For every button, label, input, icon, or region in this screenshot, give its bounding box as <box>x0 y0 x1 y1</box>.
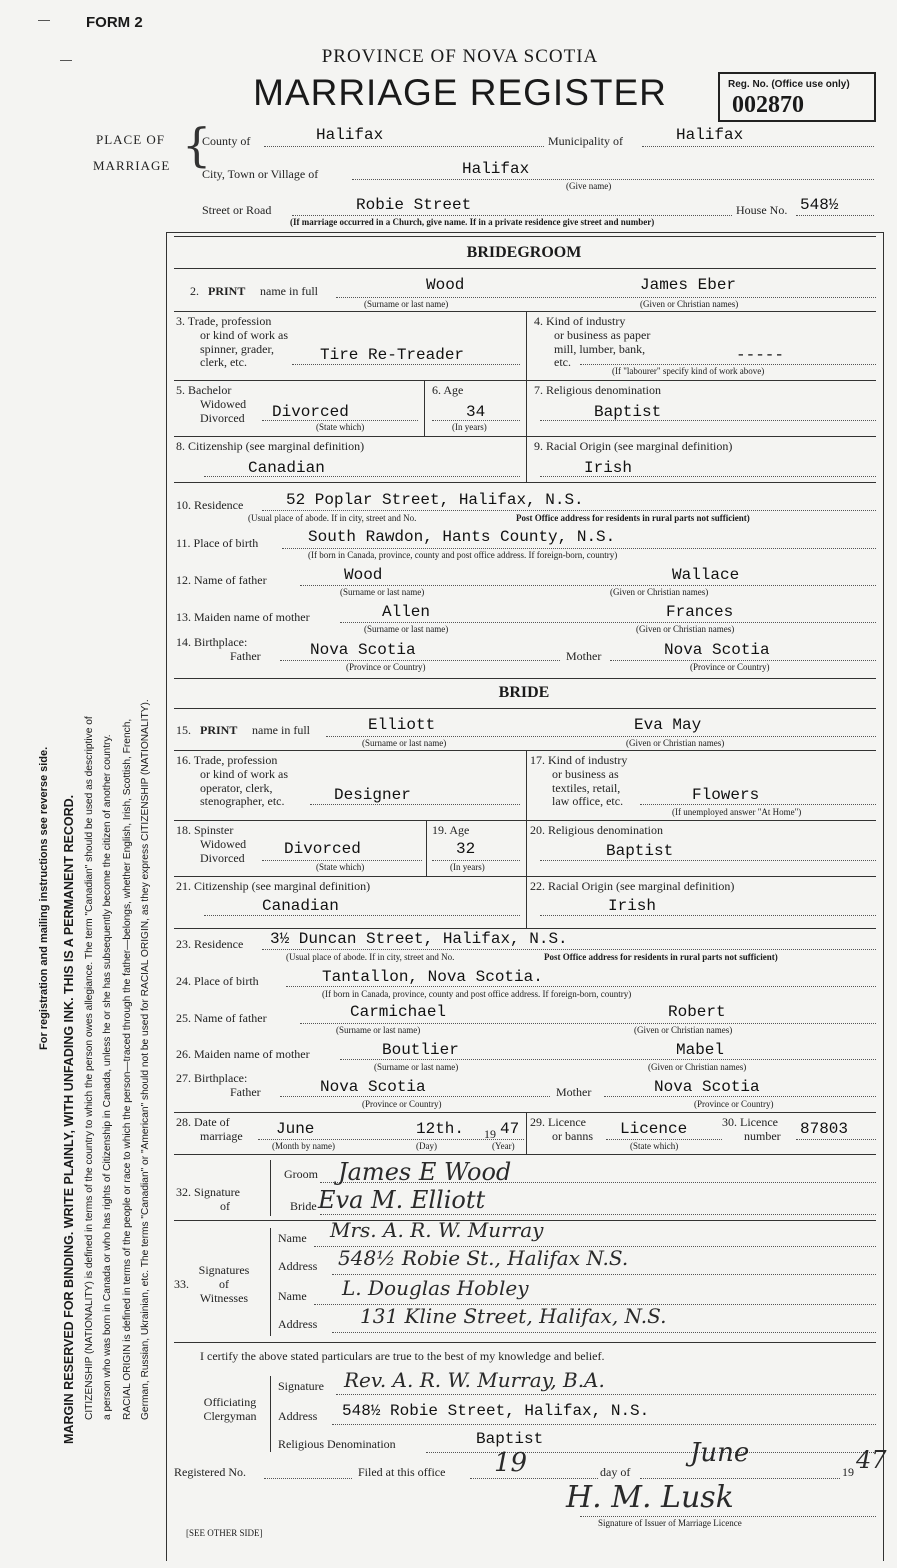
f19-line <box>432 860 520 861</box>
rule <box>174 820 876 821</box>
groom-status: Divorced <box>272 403 349 421</box>
groom-father-surname: Wood <box>344 566 383 584</box>
f29-label: 29. Licence or banns <box>530 1115 593 1143</box>
rule <box>174 678 876 679</box>
rule <box>174 380 876 381</box>
margin-mark <box>60 60 72 61</box>
licence-number: 87803 <box>800 1120 849 1138</box>
groom-signature: James E Wood <box>338 1158 512 1186</box>
bride-father-birth: Nova Scotia <box>320 1078 426 1096</box>
mother-label: Mother <box>566 649 602 663</box>
groom-father-given: Wallace <box>672 566 740 584</box>
f15-line <box>326 736 876 737</box>
f33-label: Signatures of Witnesses <box>198 1263 250 1305</box>
bride-mother-surname: Boutlier <box>382 1041 459 1059</box>
f22-line <box>540 915 876 916</box>
bride-religion: Baptist <box>606 842 674 860</box>
bracket <box>270 1228 271 1336</box>
county-line <box>264 146 544 147</box>
f9-label: 9. Racial Origin (see marginal definition) <box>534 439 733 453</box>
f29-line <box>606 1139 722 1140</box>
surname-note: (Surname or last name) <box>362 738 447 748</box>
rule <box>174 311 876 312</box>
f5-label: 5. Bachelor Widowed Divorced <box>176 383 247 425</box>
clergy-signature: Rev. A. R. W. Murray, B.A. <box>344 1368 605 1392</box>
age-note: (In years) <box>450 862 485 872</box>
w1-address: 548½ Robie St., Halifax N.S. <box>338 1246 629 1270</box>
state-note: (State which) <box>316 862 365 872</box>
f6-label: 6. Age <box>432 383 464 397</box>
f13-label: 13. Maiden name of mother <box>176 610 310 624</box>
street-value: Robie Street <box>356 196 472 214</box>
rule <box>174 928 876 929</box>
bride-father-surname: Carmichael <box>350 1003 447 1021</box>
bride-mother-given: Mabel <box>676 1041 725 1059</box>
w1-address-line <box>332 1274 876 1275</box>
clergy-address: 548½ Robie Street, Halifax, N.S. <box>342 1402 650 1420</box>
filed-label: Filed at this office <box>358 1465 446 1479</box>
rule <box>526 311 527 380</box>
house-line <box>796 215 874 216</box>
page-title: MARRIAGE REGISTER <box>253 72 667 113</box>
f15-print: PRINT <box>200 723 238 737</box>
given-note: (Given or Christian names) <box>610 587 709 597</box>
rule <box>526 820 527 928</box>
f18-label: 18. Spinster Widowed Divorced <box>176 823 247 865</box>
filed-year: 47 <box>856 1446 887 1474</box>
house-label: House No. <box>736 203 788 217</box>
given-note: (Given or Christian names) <box>626 738 725 748</box>
brace: { <box>182 118 212 172</box>
residence-note-1: (Usual place of abode. If in city, street and No. <box>248 513 417 523</box>
surname-note: (Surname or last name) <box>336 1025 421 1035</box>
f30-label: 30. Licence number <box>722 1115 781 1143</box>
rule <box>174 1112 876 1113</box>
bride-trade: Designer <box>334 786 411 804</box>
residence-note-1: (Usual place of abode. If in city, street and No. <box>286 952 455 962</box>
groom-residence: 52 Poplar Street, Halifax, N.S. <box>286 491 584 509</box>
certify-text: I certify the above stated particulars are true to the best of my knowledge and belief. <box>200 1349 605 1363</box>
rule <box>174 1154 876 1155</box>
reg-box <box>718 72 876 122</box>
f21-label: 21. Citizenship (see marginal definition) <box>176 879 371 893</box>
f33-num: 33. <box>174 1277 189 1291</box>
f14-mother-line <box>610 660 876 661</box>
age-note: (In years) <box>452 422 487 432</box>
groom-father-birth: Nova Scotia <box>310 641 416 659</box>
f16-label: 16. Trade, profession or kind of work as operator, clerk, stenographer, etc. <box>176 753 288 809</box>
month-note: (Month by name) <box>272 1141 335 1151</box>
registered-label: Registered No. <box>174 1465 246 1479</box>
f19-label: 19. Age <box>432 823 470 837</box>
see-other-side: [SEE OTHER SIDE] <box>186 1528 263 1538</box>
f17-label: 17. Kind of industry or business as textiles, retail, law office, etc. <box>530 753 628 809</box>
bride-age: 32 <box>456 840 476 858</box>
house-value: 548½ <box>800 196 839 214</box>
mother-label: Mother <box>556 1085 592 1099</box>
given-note: (Given or Christian names) <box>634 1025 733 1035</box>
bracket <box>270 1160 271 1216</box>
groom-mother-birth: Nova Scotia <box>664 641 770 659</box>
rule <box>526 380 527 482</box>
f23-label: 23. Residence <box>176 937 244 951</box>
f20-label: 20. Religious denomination <box>530 823 663 837</box>
rule <box>174 436 876 437</box>
issuer-signature: H. M. Lusk <box>566 1480 734 1515</box>
city-line <box>352 179 874 180</box>
groom-birthplace: South Rawdon, Hants County, N.S. <box>308 528 616 546</box>
city-label: City, Town or Village of <box>202 167 319 181</box>
margin-line-2: MARGIN RESERVED FOR BINDING. WRITE PLAINLY, WITH UNFADING INK. THIS IS A PERMANENT RECORD. <box>62 794 76 1444</box>
issuer-label: Signature of Issuer of Marriage Licence <box>598 1518 742 1528</box>
day-of-label: day of <box>600 1465 631 1479</box>
f15-label: name in full <box>252 723 310 737</box>
f17-line <box>640 804 876 805</box>
clergy-label: Officiating Clergyman <box>203 1395 257 1423</box>
margin-line-4: a person who was born in Canada or who has rights of Citizenship in Canada, unless he or she has subsequently become the citizen of another country. <box>102 734 113 1420</box>
municipality-label: Municipality of <box>548 134 623 148</box>
bride-surname: Elliott <box>368 716 436 734</box>
bride-father-given: Robert <box>668 1003 726 1021</box>
prov-note: (Province or Country) <box>694 1099 774 1109</box>
denomination: Baptist <box>476 1430 544 1448</box>
margin-line-6: German, Russian, Ukrainian, etc. The terms "Canadian" or "American" should not be used for RACIAL ORIGIN, as they express CITIZENSHIP (NATIONALITY). <box>140 699 151 1420</box>
f26-line <box>340 1059 876 1060</box>
f4-note: (If "labourer" specify kind of work above) <box>612 366 765 376</box>
prov-note: (Province or Country) <box>346 662 426 672</box>
day-note: (Day) <box>416 1141 437 1151</box>
form-label: FORM 2 <box>86 14 143 31</box>
groom-religion: Baptist <box>594 403 662 421</box>
margin-line-1: For registration and mailing instructions see reverse side. <box>38 746 50 1050</box>
f4-label: 4. Kind of industry or business as paper mill, lumber, bank, etc. <box>534 314 651 370</box>
street-label: Street or Road <box>202 203 272 217</box>
groom-industry: ----- <box>736 346 785 364</box>
rule <box>526 750 527 820</box>
prov-note: (Province or Country) <box>690 662 770 672</box>
reg-label: Reg. No. (Office use only) <box>728 79 850 90</box>
marriage-year: 47 <box>500 1120 520 1138</box>
f4-line <box>580 364 876 365</box>
f2-label: name in full <box>260 284 318 298</box>
f11-label: 11. Place of birth <box>176 536 259 550</box>
f15-num: 15. <box>176 723 191 737</box>
rule <box>174 1342 876 1343</box>
f10-line <box>262 510 876 511</box>
surname-note: (Surname or last name) <box>374 1062 459 1072</box>
f24-line <box>286 986 876 987</box>
bride-racial: Irish <box>608 897 657 915</box>
county-value: Halifax <box>316 126 384 144</box>
bride-industry: Flowers <box>692 786 760 804</box>
bride-status: Divorced <box>284 840 361 858</box>
f11-line <box>282 548 876 549</box>
f27-label: 27. Birthplace: Father <box>176 1071 261 1099</box>
residence-note-2: Post Office address for residents in rural parts not sufficient) <box>544 952 778 962</box>
bride-residence: 3½ Duncan Street, Halifax, N.S. <box>270 930 568 948</box>
city-value: Halifax <box>462 160 530 178</box>
f7-label: 7. Religious denomination <box>534 383 661 397</box>
bridegroom-heading: BRIDEGROOM <box>466 244 582 261</box>
f27-father-line <box>280 1096 550 1097</box>
f14-father-line <box>280 660 560 661</box>
rule <box>174 708 876 709</box>
given-note: (Given or Christian names) <box>648 1062 747 1072</box>
clergy-sig-line <box>336 1394 876 1395</box>
rule <box>426 820 427 876</box>
f21-line <box>204 915 520 916</box>
f2-line <box>336 297 876 298</box>
bracket <box>270 1376 271 1452</box>
f23-line <box>262 949 876 950</box>
rule <box>174 750 876 751</box>
clergy-address-label: Address <box>278 1409 318 1423</box>
f26-label: 26. Maiden name of mother <box>176 1047 310 1061</box>
filed-month: June <box>690 1438 750 1468</box>
f7-line <box>540 420 876 421</box>
given-note: (Given or Christian names) <box>640 299 739 309</box>
issuer-line <box>580 1516 876 1517</box>
f17-note: (If unemployed answer "At Home") <box>672 807 802 817</box>
surname-note: (Surname or last name) <box>364 299 449 309</box>
birth-note: (If born in Canada, province, county and post office address. If foreign-born, country) <box>322 989 632 999</box>
f29-note: (State which) <box>630 1141 679 1151</box>
bride-sig-line <box>320 1214 876 1215</box>
place-heading-1: PLACE OF <box>96 132 166 147</box>
city-note: (Give name) <box>566 181 612 191</box>
denom-label: Religious Denomination <box>278 1437 396 1451</box>
bride-sig-label: Bride <box>290 1199 317 1213</box>
margin-line-5: RACIAL ORIGIN is defined in terms of the people or race to which the person—traced through the father—belongs, whether English, Irish, Scottish, French, <box>122 718 133 1420</box>
f20-line <box>540 860 876 861</box>
year-note: (Year) <box>492 1141 515 1151</box>
state-note: (State which) <box>316 422 365 432</box>
f3-label: 3. Trade, profession or kind of work as spinner, grader, clerk, etc. <box>176 314 288 370</box>
groom-given: James Eber <box>640 276 737 294</box>
bride-birthplace: Tantallon, Nova Scotia. <box>322 968 543 986</box>
surname-note: (Surname or last name) <box>364 624 449 634</box>
clergy-sig-label: Signature <box>278 1379 324 1393</box>
margin-line-3: CITIZENSHIP (NATIONALITY) is defined in terms of the country to which the person owes allegiance. The term "Canadian" should be used as descriptive of <box>84 716 95 1420</box>
groom-surname: Wood <box>426 276 465 294</box>
street-line <box>292 215 732 216</box>
rule <box>526 1112 527 1154</box>
f18-line <box>262 860 422 861</box>
prov-note: (Province or Country) <box>362 1099 442 1109</box>
filed-day: 19 <box>494 1448 528 1478</box>
w2-address: 131 Kline Street, Halifax, N.S. <box>360 1304 667 1328</box>
f3-line <box>292 364 520 365</box>
groom-mother-given: Frances <box>666 603 734 621</box>
f12-line <box>300 585 876 586</box>
rule <box>174 876 876 877</box>
f22-label: 22. Racial Origin (see marginal definition) <box>530 879 735 893</box>
f13-line <box>340 622 876 623</box>
bride-signature: Eva M. Elliott <box>318 1186 486 1214</box>
w1-name-label: Name <box>278 1231 307 1245</box>
licence-type: Licence <box>620 1120 688 1138</box>
clergy-address-line <box>332 1424 876 1425</box>
month-line <box>640 1478 840 1479</box>
filed-line <box>470 1478 598 1479</box>
municipality-line <box>642 146 874 147</box>
marriage-day: 12th. <box>416 1120 465 1138</box>
rule <box>174 482 876 483</box>
groom-mother-surname: Allen <box>382 603 431 621</box>
registered-line <box>264 1478 352 1479</box>
f8-label: 8. Citizenship (see marginal definition) <box>176 439 365 453</box>
bride-given: Eva May <box>634 716 702 734</box>
groom-racial: Irish <box>584 459 633 477</box>
residence-note-2: Post Office address for residents in rural parts not sufficient) <box>516 513 750 523</box>
surname-note: (Surname or last name) <box>340 587 425 597</box>
groom-age: 34 <box>466 403 486 421</box>
bride-citizenship: Canadian <box>262 897 339 915</box>
f27-mother-line <box>604 1096 876 1097</box>
f32-label: 32. Signature of <box>176 1185 240 1213</box>
street-note: (If marriage occurred in a Church, give name. If in a private residence give street and number) <box>290 217 655 227</box>
f16-line <box>310 804 520 805</box>
margin-mark <box>38 20 50 21</box>
f14-label: 14. Birthplace: Father <box>176 635 261 663</box>
birth-note: (If born in Canada, province, county and post office address. If foreign-born, country) <box>308 550 618 560</box>
filed-year-prefix: 19 <box>842 1465 854 1479</box>
f25-line <box>300 1023 876 1024</box>
f30-line <box>796 1139 876 1140</box>
w2-address-line <box>332 1332 876 1333</box>
reg-number: 002870 <box>732 92 804 118</box>
f10-label: 10. Residence <box>176 498 244 512</box>
w2-address-label: Address <box>278 1317 318 1331</box>
f2-num: 2. <box>190 284 199 298</box>
groom-citizenship: Canadian <box>248 459 325 477</box>
place-heading-2: MARRIAGE <box>93 158 171 173</box>
province-heading: PROVINCE OF NOVA SCOTIA <box>321 46 599 67</box>
rule <box>424 380 425 436</box>
groom-trade: Tire Re-Treader <box>320 346 465 364</box>
bride-heading: BRIDE <box>498 684 550 701</box>
f28-label: 28. Date of marriage <box>176 1115 243 1143</box>
rule <box>174 236 876 237</box>
f24-label: 24. Place of birth <box>176 974 259 988</box>
rule <box>174 268 876 269</box>
f12-label: 12. Name of father <box>176 573 267 587</box>
municipality-value: Halifax <box>676 126 744 144</box>
bride-mother-birth: Nova Scotia <box>654 1078 760 1096</box>
w2-name: L. Douglas Hobley <box>342 1276 529 1300</box>
year-prefix: 19 <box>484 1127 496 1141</box>
w2-name-label: Name <box>278 1289 307 1303</box>
f2-print: PRINT <box>208 284 246 298</box>
marriage-month: June <box>276 1120 315 1138</box>
groom-sig-label: Groom <box>284 1167 318 1181</box>
f25-label: 25. Name of father <box>176 1011 267 1025</box>
w1-address-label: Address <box>278 1259 318 1273</box>
given-note: (Given or Christian names) <box>636 624 735 634</box>
county-label: County of <box>202 134 251 148</box>
w1-name: Mrs. A. R. W. Murray <box>330 1218 544 1242</box>
